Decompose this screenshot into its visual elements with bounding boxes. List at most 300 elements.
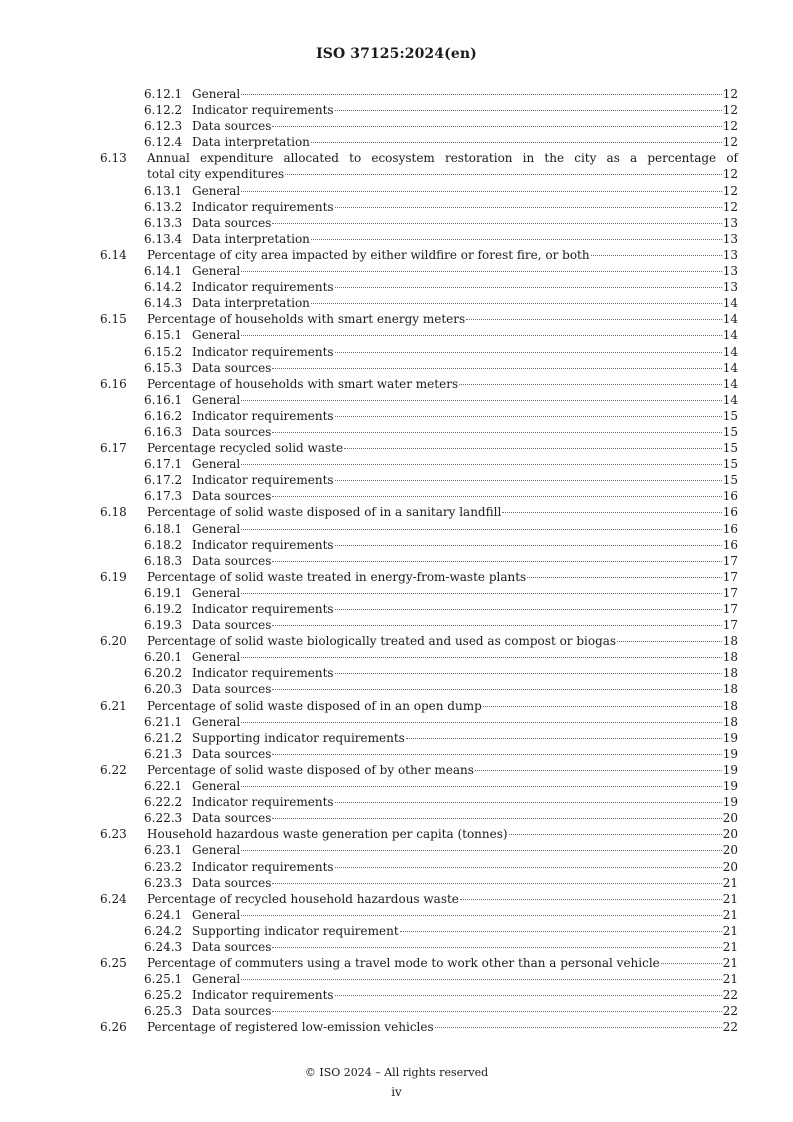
toc-entry-line [192, 585, 738, 601]
toc-entry-line [147, 311, 738, 327]
toc-entry-body [192, 215, 738, 231]
toc-entry-page: 20 [722, 859, 738, 874]
toc-entry-page: 22 [722, 1004, 738, 1019]
toc-entry-number: 6.12.3 [144, 119, 183, 134]
toc-entry-line [192, 907, 738, 923]
toc-entry-title: Percentage of households with smart energy meters [147, 312, 466, 327]
toc-entry[interactable] [100, 504, 738, 520]
toc-entry-title: Data sources [192, 424, 272, 439]
toc-entry[interactable] [100, 1003, 738, 1019]
toc-entry[interactable] [100, 601, 738, 617]
toc-entry-title: Data sources [192, 553, 272, 568]
toc-entry-title: General [192, 843, 241, 858]
toc-entry[interactable] [100, 794, 738, 810]
toc-entry[interactable] [100, 875, 738, 891]
toc-entry-page: 17 [722, 585, 738, 600]
toc-entry[interactable] [100, 424, 738, 440]
toc-entry[interactable] [100, 327, 738, 343]
toc-entry[interactable] [100, 617, 738, 633]
dot-leader [241, 529, 721, 530]
dot-leader [335, 867, 722, 868]
toc-entry[interactable] [100, 118, 738, 134]
toc-entry[interactable] [100, 907, 738, 923]
toc-entry-body [192, 408, 738, 424]
toc-entry-number: 6.13.3 [144, 215, 183, 230]
toc-entry-body [192, 649, 738, 665]
toc-entry[interactable] [100, 971, 738, 987]
toc-entry-number: 6.15.1 [144, 328, 183, 343]
toc-entry-line [192, 134, 738, 150]
toc-entry-page: 13 [722, 215, 738, 230]
toc-entry-line [192, 392, 738, 408]
toc-entry-title: Percentage of households with smart water meters [147, 376, 459, 391]
toc-entry-body [192, 134, 738, 150]
toc-entry-number: 6.23 [100, 827, 127, 842]
toc-entry[interactable] [100, 408, 738, 424]
toc-entry-body [147, 311, 738, 327]
toc-entry[interactable] [100, 746, 738, 762]
dot-leader [241, 979, 721, 980]
toc-entry-page: 12 [722, 119, 738, 134]
toc-entry-number: 6.21.3 [144, 746, 183, 761]
toc-entry-line [147, 569, 738, 585]
toc-entry[interactable] [100, 231, 738, 247]
toc-entry-title: Data sources [192, 489, 272, 504]
toc-entry-page: 14 [722, 392, 738, 407]
dot-leader [241, 657, 721, 658]
toc-entry-title: Indicator requirements [192, 988, 334, 1003]
toc-entry[interactable] [100, 472, 738, 488]
toc-entry-title: General [192, 650, 241, 665]
toc-entry-number: 6.23.3 [144, 875, 183, 890]
dot-leader [502, 512, 721, 513]
toc-entry-page: 12 [722, 167, 738, 182]
toc-entry[interactable] [100, 521, 738, 537]
toc-entry-page: 18 [722, 682, 738, 697]
toc-entry-number: 6.25.2 [144, 988, 183, 1003]
toc-entry[interactable] [100, 440, 738, 456]
toc-entry-body [192, 907, 738, 923]
dot-leader [241, 786, 721, 787]
dot-leader [241, 400, 721, 401]
toc-entry-body [192, 231, 738, 247]
toc-entry-title: General [192, 779, 241, 794]
toc-entry[interactable] [100, 247, 738, 263]
toc-entry-body [192, 553, 738, 569]
toc-entry-line [147, 504, 738, 520]
toc-entry-line [192, 102, 738, 118]
toc-entry-title: Supporting indicator requirements [192, 730, 405, 745]
toc-entry-page: 19 [722, 762, 738, 777]
toc-entry-page: 15 [722, 408, 738, 423]
toc-entry-line [192, 810, 738, 826]
toc-entry-page: 19 [722, 795, 738, 810]
toc-entry-title: Percentage recycled solid waste [147, 441, 344, 456]
toc-entry-page: 12 [722, 103, 738, 118]
toc-entry[interactable] [100, 376, 738, 392]
toc-entry-title: Data sources [192, 875, 272, 890]
toc-entry-line [192, 778, 738, 794]
dot-leader [241, 850, 721, 851]
toc-entry-body [147, 150, 738, 182]
toc-entry[interactable] [100, 360, 738, 376]
toc-entry-title: Indicator requirements [192, 537, 334, 552]
toc-entry-line [192, 617, 738, 633]
toc-entry-body [192, 810, 738, 826]
toc-entry-number: 6.18.1 [144, 521, 183, 536]
toc-entry-body [147, 633, 738, 649]
toc-entry-page: 21 [722, 891, 738, 906]
dot-leader [272, 883, 721, 884]
toc-entry-body [147, 891, 738, 907]
toc-entry-page: 21 [722, 956, 738, 971]
toc-entry[interactable] [100, 456, 738, 472]
toc-entry-body [192, 199, 738, 215]
toc-entry-number: 6.22.2 [144, 795, 183, 810]
dot-leader [285, 174, 722, 175]
toc-entry[interactable] [100, 553, 738, 569]
dot-leader [241, 722, 721, 723]
toc-entry-number: 6.25.1 [144, 972, 183, 987]
dot-leader [335, 673, 722, 674]
dot-leader [311, 239, 722, 240]
copyright-notice: © ISO 2024 – All rights reserved [304, 1066, 489, 1079]
dot-leader [272, 561, 721, 562]
dot-leader [335, 802, 722, 803]
toc-entry-number: 6.19 [100, 569, 127, 584]
toc-entry-title: General [192, 585, 241, 600]
toc-entry-title: Percentage of city area impacted by either wildfire or forest fire, or both [147, 247, 590, 262]
toc-entry-title: Indicator requirements [192, 280, 334, 295]
toc-entry-title: Data sources [192, 811, 272, 826]
toc-entry-title: Data sources [192, 618, 272, 633]
dot-leader [335, 416, 722, 417]
dot-leader [335, 545, 722, 546]
toc-entry-line [147, 166, 738, 182]
toc-entry-title: General [192, 457, 241, 472]
toc-entry-body [192, 263, 738, 279]
dot-leader [272, 223, 721, 224]
toc-entry-body [192, 971, 738, 987]
dot-leader [272, 818, 721, 819]
toc-entry[interactable] [100, 279, 738, 295]
toc-entry-body [147, 376, 738, 392]
toc-entry[interactable] [100, 102, 738, 118]
toc-entry[interactable] [100, 215, 738, 231]
toc-entry-number: 6.19.1 [144, 585, 183, 600]
toc-entry-body [147, 762, 738, 778]
page-number: iv [391, 1085, 402, 1099]
toc-entry-body [192, 360, 738, 376]
dot-leader [241, 335, 721, 336]
toc-entry-number: 6.17.1 [144, 457, 183, 472]
toc-entry-number: 6.14.2 [144, 280, 183, 295]
toc-entry-title: Data sources [192, 1004, 272, 1019]
toc-entry-number: 6.14 [100, 247, 127, 262]
toc-entry-page: 22 [722, 1020, 738, 1035]
toc-entry-page: 14 [722, 360, 738, 375]
dot-leader [272, 947, 721, 948]
toc-entry-line [192, 553, 738, 569]
toc-entry-body [192, 987, 738, 1003]
toc-entry-line [192, 215, 738, 231]
toc-entry-title: Percentage of solid waste disposed of in an open dump [147, 698, 482, 713]
toc-entry-page: 13 [722, 264, 738, 279]
toc-entry-title: Indicator requirements [192, 199, 334, 214]
toc-entry-number: 6.14.1 [144, 264, 183, 279]
toc-entry-line [192, 971, 738, 987]
toc-entry-page: 12 [722, 135, 738, 150]
toc-entry-body [192, 488, 738, 504]
toc-entry-page: 21 [722, 972, 738, 987]
toc-entry-title: General [192, 907, 241, 922]
toc-entry-title: Data interpretation [192, 296, 310, 311]
toc-entry-line [147, 762, 738, 778]
toc-entry-body [192, 939, 738, 955]
toc-entry-body [147, 504, 738, 520]
toc-entry-page: 12 [722, 183, 738, 198]
toc-entry-title: Household hazardous waste generation per capita (tonnes) [147, 827, 508, 842]
toc-entry-line [147, 698, 738, 714]
toc-entry[interactable] [100, 569, 738, 585]
dot-leader [400, 931, 722, 932]
toc-entry-body [192, 456, 738, 472]
toc-entry[interactable] [100, 698, 738, 714]
dot-leader [241, 464, 721, 465]
toc-entry[interactable] [100, 923, 738, 939]
toc-entry[interactable] [100, 295, 738, 311]
toc-entry-number: 6.26 [100, 1020, 127, 1035]
toc-entry-number: 6.23.2 [144, 859, 183, 874]
toc-entry[interactable] [100, 826, 738, 842]
toc-entry-body [192, 86, 738, 102]
dot-leader [617, 641, 722, 642]
toc-entry-line [147, 826, 738, 842]
toc-entry-page: 17 [722, 602, 738, 616]
toc-entry-title: Data sources [192, 360, 272, 375]
toc-entry-number: 6.15.2 [144, 344, 183, 359]
toc-entry[interactable] [100, 987, 738, 1003]
toc-entry-title-line1: Annual expenditure allocated to ecosystem restoration in the city as a percentage of [147, 151, 738, 166]
toc-entry-body [147, 440, 738, 456]
toc-entry-body [192, 923, 738, 939]
toc-entry-body [147, 955, 738, 971]
toc-entry-page: 14 [722, 296, 738, 311]
toc-entry-body [192, 118, 738, 134]
toc-entry[interactable] [100, 810, 738, 826]
toc-entry-line [192, 842, 738, 858]
toc-entry-page: 15 [722, 457, 738, 472]
toc-entry-line [192, 118, 738, 134]
toc-entry[interactable] [100, 762, 738, 778]
toc-entry-body [192, 681, 738, 697]
toc-entry-body [192, 859, 738, 875]
toc-entry-number: 6.18.3 [144, 553, 183, 568]
toc-entry-page: 16 [722, 537, 738, 552]
toc-entry-page: 18 [722, 666, 738, 681]
toc-entry-body [147, 826, 738, 842]
toc-entry[interactable] [100, 183, 738, 199]
toc-entry-body [192, 665, 738, 681]
toc-entry-title: Indicator requirements [192, 795, 334, 810]
toc-entry-body [192, 279, 738, 295]
toc-entry-line [192, 279, 738, 295]
toc-entry-body [147, 1019, 738, 1035]
toc-entry-line [147, 633, 738, 649]
toc-entry-title: Data interpretation [192, 231, 310, 246]
dot-leader [661, 963, 722, 964]
toc-entry[interactable] [100, 311, 738, 327]
toc-entry-body [192, 730, 738, 746]
toc-entry-number: 6.16.3 [144, 424, 183, 439]
toc-entry-page: 20 [722, 811, 738, 826]
toc-entry-page: 21 [722, 907, 738, 922]
toc-entry-title: Data sources [192, 746, 272, 761]
toc-entry[interactable] [100, 665, 738, 681]
toc-entry-title: Data sources [192, 119, 272, 134]
toc-entry-body [192, 875, 738, 891]
toc-entry-title: Indicator requirements [192, 859, 334, 874]
toc-entry[interactable] [100, 537, 738, 553]
toc-entry-number: 6.22.1 [144, 779, 183, 794]
toc-entry[interactable] [100, 344, 738, 360]
toc-entry-title: Indicator requirements [192, 103, 334, 118]
toc-entry-line [192, 521, 738, 537]
toc-entry-line [192, 456, 738, 472]
toc-entry-line [192, 714, 738, 730]
toc-entry[interactable] [100, 150, 738, 182]
toc-entry-body [147, 247, 738, 263]
dot-leader [241, 94, 721, 95]
toc-entry-page: 21 [722, 875, 738, 890]
toc-entry-number: 6.20.2 [144, 666, 183, 681]
toc-entry-line [192, 730, 738, 746]
toc-entry-number: 6.18 [100, 505, 127, 520]
toc-entry-number: 6.25.3 [144, 1004, 183, 1019]
toc-entry[interactable] [100, 488, 738, 504]
toc-entry-title: Indicator requirements [192, 602, 334, 616]
toc-entry-line [192, 488, 738, 504]
toc-entry-body [147, 569, 738, 585]
toc-entry-line [192, 295, 738, 311]
dot-leader [435, 1027, 722, 1028]
dot-leader [335, 609, 722, 610]
toc-entry-title: Data sources [192, 215, 272, 230]
dot-leader [241, 191, 721, 192]
toc-entry-number: 6.24.3 [144, 939, 183, 954]
toc-entry-page: 18 [722, 650, 738, 665]
toc-entry-page: 13 [722, 231, 738, 246]
toc-entry[interactable] [100, 955, 738, 971]
toc-entry-body [192, 327, 738, 343]
dot-leader [272, 625, 721, 626]
toc-entry-line [192, 231, 738, 247]
toc-entry-page: 16 [722, 505, 738, 520]
dot-leader [335, 995, 722, 996]
dot-leader [459, 384, 722, 385]
toc-entry-line [192, 875, 738, 891]
toc-entry-title: General [192, 392, 241, 407]
dot-leader [241, 915, 721, 916]
toc-entry[interactable] [100, 199, 738, 215]
toc-entry-page: 15 [722, 424, 738, 439]
toc-entry-number: 6.12.4 [144, 135, 183, 150]
toc-entry[interactable] [100, 730, 738, 746]
toc-entry[interactable] [100, 842, 738, 858]
toc-entry[interactable] [100, 633, 738, 649]
toc-entry-title: Indicator requirements [192, 344, 334, 359]
toc-entry[interactable] [100, 714, 738, 730]
toc-entry-title: Indicator requirements [192, 408, 334, 423]
toc-entry-title: Percentage of solid waste disposed of by other means [147, 762, 474, 777]
toc-entry-page: 17 [722, 553, 738, 568]
toc-entry-number: 6.17 [100, 441, 127, 456]
toc-entry[interactable] [100, 859, 738, 875]
toc-entry-number: 6.21.2 [144, 730, 183, 745]
toc-entry[interactable] [100, 392, 738, 408]
toc-entry-page: 21 [722, 939, 738, 954]
toc-entry-page: 13 [722, 247, 738, 262]
toc-entry-body [192, 537, 738, 553]
toc-entry[interactable] [100, 585, 738, 601]
toc-entry-title: Indicator requirements [192, 473, 334, 488]
toc-entry-line [147, 376, 738, 392]
dot-leader [335, 110, 722, 111]
toc-entry-body [192, 778, 738, 794]
toc-entry[interactable] [100, 134, 738, 150]
toc-entry-number: 6.15.3 [144, 360, 183, 375]
dot-leader [466, 319, 722, 320]
toc-entry-number: 6.22 [100, 762, 127, 777]
toc-entry-page: 19 [722, 730, 738, 745]
toc-entry-title: Percentage of solid waste treated in energy-from-waste plants [147, 569, 527, 584]
toc-entry-body [192, 617, 738, 633]
toc-entry-body [192, 746, 738, 762]
toc-entry-number: 6.24.2 [144, 923, 183, 938]
toc-entry-page: 18 [722, 698, 738, 713]
toc-entry-number: 6.18.2 [144, 537, 183, 552]
toc-entry-line [192, 649, 738, 665]
toc-entry-body [192, 102, 738, 118]
toc-entry[interactable] [100, 263, 738, 279]
toc-entry-page: 14 [722, 344, 738, 359]
toc-entry-title: Percentage of solid waste disposed of in a sanitary landfill [147, 505, 502, 520]
toc-entry-line [192, 987, 738, 1003]
toc-entry-page: 18 [722, 714, 738, 729]
toc-entry-line [192, 183, 738, 199]
toc-entry[interactable] [100, 681, 738, 697]
toc-entry[interactable] [100, 778, 738, 794]
toc-entry-line [192, 665, 738, 681]
dot-leader [460, 899, 722, 900]
toc-entry[interactable] [100, 939, 738, 955]
toc-entry-number: 6.21 [100, 698, 127, 713]
toc-entry-page: 16 [722, 521, 738, 536]
dot-leader [311, 303, 722, 304]
dot-leader [475, 770, 722, 771]
toc-entry-line [192, 424, 738, 440]
toc-entry[interactable] [100, 891, 738, 907]
toc-entry[interactable] [100, 649, 738, 665]
toc-entry-line [192, 746, 738, 762]
toc-entry[interactable] [100, 1019, 738, 1035]
toc-entry-title: Data sources [192, 682, 272, 697]
toc-entry-page: 22 [722, 988, 738, 1003]
toc-entry-title: Percentage of recycled household hazardous waste [147, 891, 459, 906]
toc-entry-line [192, 86, 738, 102]
toc-entry[interactable] [100, 86, 738, 102]
toc-entry-title: Data sources [192, 939, 272, 954]
